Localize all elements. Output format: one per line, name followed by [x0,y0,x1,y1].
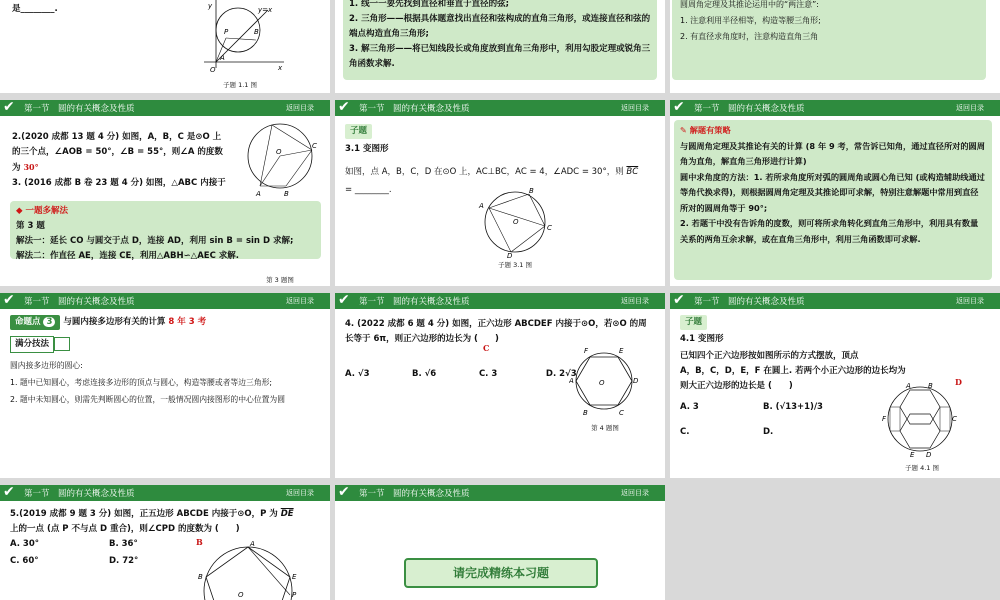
arc-label: $\overline{DE}$ [280,509,294,519]
section-title: 第一节 圆的有关概念及性质 [359,297,470,307]
fig-label: A [250,540,255,548]
question-2: 2.(2020 成都 13 题 4 分) 如图，A，B，C 是⊙O 上的三个点，∠AOB = 50°，∠B = 55°，则∠A 的度数为 [12,132,223,173]
section-title: 第一节 圆的有关概念及性质 [694,104,805,114]
back-to-contents-link[interactable]: 返回目录 [621,297,649,305]
circle-quadrilateral-figure [475,186,555,258]
fig-label: O [513,218,519,226]
slide-header [0,293,330,309]
fig-label: F [882,415,887,423]
option-a[interactable]: A. 3 [680,402,699,412]
section-title: 第一节 圆的有关概念及性质 [24,297,135,307]
four-hexagon-figure [882,381,958,457]
subproblem-tag: 子题 [680,315,707,330]
subproblem-title: 3.1 变图形 [345,144,389,154]
slide-10 [0,485,330,600]
hexagon-figure [569,343,639,421]
option-b[interactable]: B. √6 [411,369,437,379]
question-3: 3. (2016 成都 B 卷 23 题 4 分) 如图，△ABC 内接于 [12,178,226,188]
fig-label: O [276,148,282,156]
strategy-title: 解题有策略 [689,125,731,135]
fig-label: A [569,377,574,385]
option-c[interactable]: C. [680,427,690,437]
slide-9 [670,293,1000,478]
fill-blank-text: 是________. [12,4,58,14]
answer-blank: = ________. [345,185,392,195]
slide-4 [0,100,330,286]
arc-label: $\overline{BC}$ [626,167,639,177]
slide-header [670,293,1000,309]
fig-label: O [238,591,244,599]
fig-label: B [284,190,289,198]
question-line-2: A，B，C，D，E，F 在圆上. 若两个小正六边形的边长均为 [680,366,906,376]
fig-label: B [928,382,933,390]
section-title: 第一节 圆的有关概念及性质 [694,297,805,307]
back-to-contents-link[interactable]: 返回目录 [286,297,314,305]
coordinate-figure [196,0,286,78]
slide-header [335,100,665,116]
note-box [672,0,986,80]
back-to-contents-link[interactable]: 返回目录 [286,489,314,497]
question-text: 如图，点 A，B，C，D 在⊙O 上，AC⊥BC，AC = 4，∠ADC = 30°，则 [345,167,624,177]
fig-label: B [583,409,588,417]
method-line: 3. 解三角形——将已知线段长或角度放到直角三角形中，利用勾股定理或锐角三角函数求解. [349,44,651,69]
fig-label: O [599,379,605,387]
slide-header [0,100,330,116]
circle-triangle-figure [246,120,318,200]
check-icon: ✔ [3,100,15,115]
method-box [343,0,657,80]
section-title: 第一节 圆的有关概念及性质 [359,489,470,499]
question-4: 4. (2022 成都 6 题 4 分) 如图，正六边形 ABCDEF 内接于⊙O，若⊙O 的周长等于 6π，则正六边形的边长为 ( ) [345,319,647,344]
skill-line: 圆内接多边形的圆心: [10,361,83,370]
option-d[interactable]: D. [762,427,774,437]
box-subtitle: 第 3 题 [16,221,45,231]
note-line: 1. 注意利用半径相等，构造等腰三角形; [680,16,821,25]
option-a[interactable]: A. 30° [10,539,40,549]
option-b[interactable]: B. (√13+1)/3 [762,402,823,412]
fig-label: D [633,377,639,385]
handwritten-answer: B [196,537,203,547]
option-c[interactable]: C. 60° [10,556,39,566]
check-icon: ✔ [338,485,350,500]
check-icon: ✔ [338,100,350,115]
warning-icon: ◆ [16,206,23,216]
option-d[interactable]: D. 2√3 [545,369,577,379]
proposition-title: 与圆内接多边形有关的计算 [63,317,166,327]
back-to-contents-link[interactable]: 返回目录 [621,104,649,112]
skill-line: 1. 题中已知圆心，考虑连接多边形的顶点与圆心，构造等腰或者等边三角形; [10,378,273,387]
method-line: 2. 三角形——根据具体题意找出直径和弦构成的直角三角形，或连接直径和弦的端点构造直角三角形; [349,14,651,39]
proposition-number: 3 [43,317,55,327]
fig-label: F [584,347,589,355]
slide-3 [670,0,1000,93]
practice-button[interactable]: 请完成精练本习题 [404,558,598,588]
figure-caption: 子题 4.1 图 [905,464,939,472]
section-title: 第一节 圆的有关概念及性质 [24,489,135,499]
skill-badge: 满分技法 [10,336,54,353]
pentagon-figure [196,539,306,600]
fig-label: B [254,28,259,36]
solution-2: 解法二：作直径 AE，连接 CE，利用△ABH∽△AEC 求解. [16,251,240,261]
fig-label: P [224,28,229,36]
strategy-p2: 2. 若题干中没有告诉角的度数，则可将所求角转化到直角三角形中，利用具有数量关系的两角互余求解，或在直角三角形中，利用三角函数即可求解. [680,218,979,244]
slide-5 [335,100,665,286]
section-title: 第一节 圆的有关概念及性质 [24,104,135,114]
fig-label: A [220,54,225,62]
slide-2 [335,0,665,93]
proposition-tag [10,315,60,330]
fig-label: E [619,347,624,355]
fig-label: C [547,224,552,232]
subproblem-tag: 子题 [345,124,372,139]
fig-label: A [256,190,261,198]
fig-label: y=x [258,6,273,14]
note-line: 2. 有直径求角度时，注意构造直角三角 [680,32,819,41]
figure-caption: 第 4 题图 [591,424,619,432]
back-to-contents-link[interactable]: 返回目录 [956,104,984,112]
question-5-cont: 上的一点 (点 P 不与点 D 重合)，则∠CPD 的度数为 ( ) [10,524,240,534]
slide-7 [0,293,330,478]
figure-caption: 子题 3.1 图 [498,261,532,269]
note-line: 圆周角定理及其推论运用中的“两注意”: [680,0,819,9]
fig-label: O [210,66,216,74]
method-line: 1. 线一一要先找到直径和垂直于直径的弦; [349,0,510,9]
section-title: 第一节 圆的有关概念及性质 [359,104,470,114]
strategy-box [674,120,992,280]
slide-header [335,485,665,501]
strategy-intro: 与圆周角定理及其推论有关的计算 (8 年 9 考，常告诉已知角，通过直径所对的圆周角为直角，解直角三角形进行计算) [680,140,985,166]
multi-solution-box [10,201,321,259]
check-icon: ✔ [3,293,15,308]
handwritten-answer: 30° [23,162,39,172]
slide-header [670,100,1000,116]
check-icon: ✔ [3,485,15,500]
fig-label: C [619,409,624,417]
option-a[interactable]: A. √3 [345,369,370,379]
check-icon: ✔ [673,293,685,308]
skill-line: 2. 题中未知圆心，则需先判断圆心的位置，一般情况圆内接图形的中心位置为圆 [10,395,286,404]
back-to-contents-link[interactable]: 返回目录 [621,489,649,497]
fig-label: B [529,187,534,195]
handwritten-answer: D [955,377,962,387]
fig-label: C [952,415,957,423]
slide-8 [335,293,665,478]
check-icon: ✔ [338,293,350,308]
proposition-stat: 8 年 3 考 [168,317,207,327]
slide-header [335,293,665,309]
slide-header [0,485,330,501]
fig-label: E [292,573,297,581]
handwritten-answer: C [483,343,490,353]
slide-1 [0,0,330,93]
question-line-1: 已知四个正六边形按如图所示的方式摆放，顶点 [680,351,859,361]
fig-label: x [278,64,283,72]
proposition-tag-label: 命题点 [15,317,41,327]
strategy-p1: 圆中求角度的方法：1. 若所求角度所对弧的圆周角或圆心角已知 (或构造辅助线通过等角代换求得)，则根据圆周角定理及其推论即可求解，特别注意解题中常用到直径所对的圆周角等于 90°; [680,171,985,213]
back-to-contents-link[interactable]: 返回目录 [956,297,984,305]
question-line-3: 则大正六边形的边长是 ( ) [680,381,793,391]
check-icon: ✔ [673,100,685,115]
fig-label: y [208,2,213,10]
fig-label: A [906,382,911,390]
figure-caption: 子题 1.1 图 [223,81,257,89]
fig-label: C [312,142,317,150]
back-to-contents-link[interactable]: 返回目录 [286,104,314,112]
figure-caption: 第 3 题图 [266,276,294,284]
question-5: 5.(2019 成都 9 题 3 分) 如图，正五边形 ABCDE 内接于⊙O，P 为 [10,509,278,519]
solution-1: 解法一：延长 CO 与圆交于点 D，连接 AD，利用 sin B = sin D 求解; [16,236,294,246]
option-b[interactable]: B. 36° [108,539,138,549]
fig-label: A [479,202,484,210]
fig-label: E [910,451,915,457]
option-d[interactable]: D. 72° [108,556,139,566]
fig-label: P [292,591,297,599]
slide-6 [670,100,1000,286]
fig-label: D [926,451,932,457]
fig-label: B [198,573,203,581]
subproblem-title: 4.1 变图形 [680,334,724,344]
fig-label: D [507,252,513,258]
box-title: 一题多解法 [25,206,69,216]
option-c[interactable]: C. 3 [478,369,498,379]
pencil-icon: ✎ [680,125,687,135]
